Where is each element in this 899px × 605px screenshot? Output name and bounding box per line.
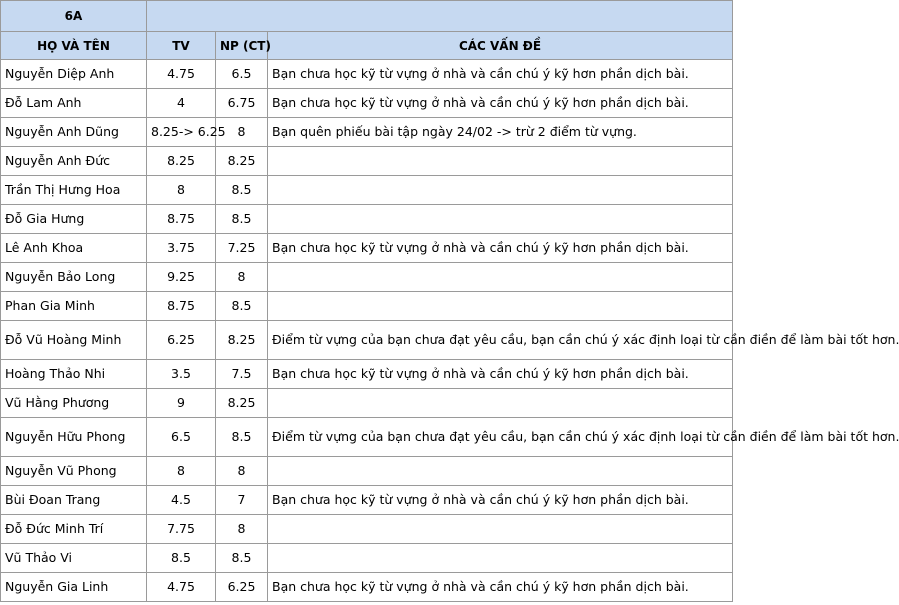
table-row [1,292,733,321]
student-name-cell[interactable]: Đỗ Vũ Hoàng Minh [1,321,147,360]
tv-score-cell[interactable]: 6.25 [147,321,216,360]
column-header-notes[interactable]: CÁC VẤN ĐỀ [268,32,733,60]
table-row [1,457,733,486]
student-name-cell[interactable]: Nguyễn Anh Đức [1,147,147,176]
table-row [1,118,733,147]
np-score-cell[interactable]: 8.5 [216,176,268,205]
student-name-cell[interactable]: Nguyễn Bảo Long [1,263,147,292]
class-name-cell[interactable]: 6A [1,1,147,32]
notes-cell[interactable] [268,457,733,486]
student-name-cell[interactable]: Nguyễn Vũ Phong [1,457,147,486]
notes-cell[interactable]: Bạn quên phiếu bài tập ngày 24/02 -> trừ 2 điểm từ vựng. [268,118,733,147]
table-row [1,321,733,360]
notes-cell[interactable]: Bạn chưa học kỹ từ vựng ở nhà và cần chú ý kỹ hơn phần dịch bài. [268,573,733,602]
table-row [1,60,733,89]
tv-score-cell[interactable]: 8.25 [147,147,216,176]
tv-score-cell[interactable]: 8.75 [147,205,216,234]
table-row [1,515,733,544]
table-body [1,1,899,602]
np-score-cell[interactable]: 8.25 [216,389,268,418]
table-row [1,147,733,176]
notes-cell[interactable]: Bạn chưa học kỹ từ vựng ở nhà và cần chú ý kỹ hơn phần dịch bài. [268,486,733,515]
table-row [1,176,733,205]
tv-score-cell[interactable]: 3.75 [147,234,216,263]
np-score-cell[interactable]: 7.25 [216,234,268,263]
student-name-cell[interactable]: Lê Anh Khoa [1,234,147,263]
notes-cell[interactable]: Bạn chưa học kỹ từ vựng ở nhà và cần chú ý kỹ hơn phần dịch bài. [268,234,733,263]
notes-cell[interactable]: Bạn chưa học kỹ từ vựng ở nhà và cần chú ý kỹ hơn phần dịch bài. [268,360,733,389]
student-name-cell[interactable]: Vũ Hằng Phương [1,389,147,418]
student-name-cell[interactable]: Hoàng Thảo Nhi [1,360,147,389]
table-row [1,389,733,418]
table-row [1,418,733,457]
np-score-cell[interactable]: 6.75 [216,89,268,118]
np-score-cell[interactable]: 8.5 [216,544,268,573]
class-header-empty-cell[interactable] [147,1,733,32]
table-row [1,263,733,292]
tv-score-cell[interactable]: 7.75 [147,515,216,544]
student-name-cell[interactable]: Trần Thị Hưng Hoa [1,176,147,205]
np-score-cell[interactable]: 8 [216,515,268,544]
notes-cell[interactable]: Điểm từ vựng của bạn chưa đạt yêu cầu, bạn cần chú ý xác định loại từ cần điền để làm bài tốt hơn. [268,418,733,457]
column-header-name[interactable]: HỌ VÀ TÊN [1,32,147,60]
table-row [1,486,733,515]
np-score-cell[interactable]: 8.25 [216,147,268,176]
column-header-tv[interactable]: TV [147,32,216,60]
tv-score-cell[interactable]: 9.25 [147,263,216,292]
np-score-cell[interactable]: 8.5 [216,418,268,457]
class-header-row [1,1,733,32]
tv-score-cell[interactable]: 4.5 [147,486,216,515]
table-row [1,89,733,118]
notes-cell[interactable] [268,147,733,176]
notes-cell[interactable] [268,544,733,573]
np-score-cell[interactable]: 8.5 [216,205,268,234]
notes-cell[interactable] [268,515,733,544]
table-row [1,573,733,602]
np-score-cell[interactable]: 8 [216,457,268,486]
student-name-cell[interactable]: Phan Gia Minh [1,292,147,321]
notes-cell[interactable] [268,389,733,418]
table-row [1,234,733,263]
student-name-cell[interactable]: Đỗ Lam Anh [1,89,147,118]
student-name-cell[interactable]: Đỗ Đức Minh Trí [1,515,147,544]
table-row [1,544,733,573]
table-row [1,205,733,234]
np-score-cell[interactable]: 6.25 [216,573,268,602]
np-score-cell[interactable]: 8.25 [216,321,268,360]
np-score-cell[interactable]: 7.5 [216,360,268,389]
column-header-row [1,32,733,60]
student-name-cell[interactable]: Nguyễn Hữu Phong [1,418,147,457]
student-name-cell[interactable]: Bùi Đoan Trang [1,486,147,515]
student-name-cell[interactable]: Nguyễn Diệp Anh [1,60,147,89]
tv-score-cell[interactable]: 8.5 [147,544,216,573]
student-name-cell[interactable]: Nguyễn Anh Dũng [1,118,147,147]
tv-score-cell[interactable]: 4.75 [147,60,216,89]
notes-cell[interactable] [268,176,733,205]
tv-score-cell[interactable]: 9 [147,389,216,418]
tv-score-cell[interactable]: 8 [147,457,216,486]
np-score-cell[interactable]: 8 [216,263,268,292]
column-header-np[interactable]: NP (CT) [216,32,268,60]
tv-score-cell[interactable]: 8.75 [147,292,216,321]
tv-score-cell[interactable]: 3.5 [147,360,216,389]
tv-score-cell[interactable]: 8 [147,176,216,205]
tv-score-cell[interactable]: 4.75 [147,573,216,602]
tv-score-cell[interactable]: 4 [147,89,216,118]
notes-cell[interactable]: Bạn chưa học kỹ từ vựng ở nhà và cần chú ý kỹ hơn phần dịch bài. [268,89,733,118]
student-name-cell[interactable]: Đỗ Gia Hưng [1,205,147,234]
student-name-cell[interactable]: Nguyễn Gia Linh [1,573,147,602]
tv-score-cell[interactable]: 6.5 [147,418,216,457]
np-score-cell[interactable]: 7 [216,486,268,515]
notes-cell[interactable] [268,292,733,321]
student-name-cell[interactable]: Vũ Thảo Vi [1,544,147,573]
notes-cell[interactable]: Điểm từ vựng của bạn chưa đạt yêu cầu, bạn cần chú ý xác định loại từ cần điền để làm bài tốt hơn. [268,321,733,360]
np-score-cell[interactable]: 8.5 [216,292,268,321]
notes-cell[interactable]: Bạn chưa học kỹ từ vựng ở nhà và cần chú ý kỹ hơn phần dịch bài. [268,60,733,89]
notes-cell[interactable] [268,263,733,292]
tv-score-cell[interactable]: 8.25-> 6.25 [147,118,216,147]
notes-cell[interactable] [268,205,733,234]
np-score-cell[interactable]: 6.5 [216,60,268,89]
table-row [1,360,733,389]
np-score-cell[interactable]: 8 [216,118,268,147]
